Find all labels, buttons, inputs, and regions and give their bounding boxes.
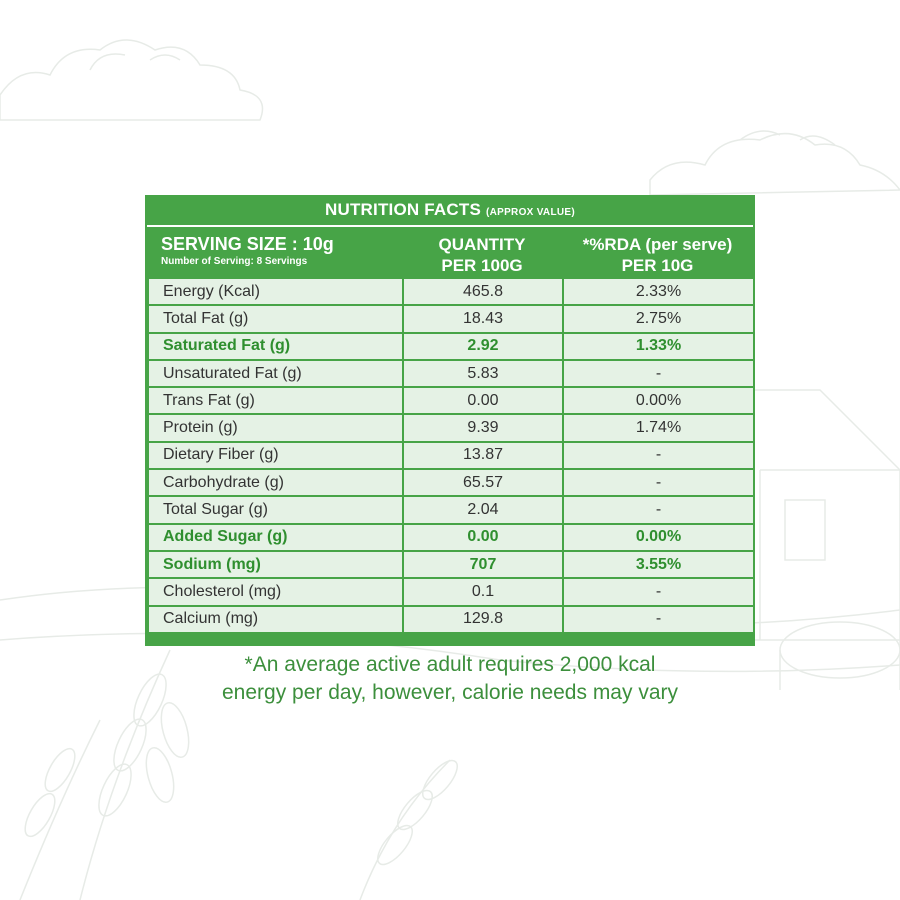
nutrient-quantity: 5.83	[403, 360, 563, 387]
nutrient-quantity: 65.57	[403, 469, 563, 496]
table-row	[148, 387, 754, 414]
nutrient-rda: -	[563, 469, 754, 496]
nutrient-quantity: 2.04	[403, 496, 563, 523]
title-main: NUTRITION FACTS	[325, 200, 482, 219]
nutrition-facts-panel	[145, 195, 755, 646]
table-row	[148, 606, 754, 633]
nutrient-name: Carbohydrate (g)	[148, 469, 403, 496]
number-of-servings: Number of Serving: 8 Servings	[161, 256, 308, 267]
nutrient-rda: -	[563, 578, 754, 605]
column-header-quantity	[402, 227, 562, 277]
column-header-rda	[562, 227, 753, 277]
nutrient-name: Unsaturated Fat (g)	[148, 360, 403, 387]
table-row	[148, 524, 754, 551]
footnote	[145, 651, 755, 707]
serving-size: SERVING SIZE : 10g	[161, 234, 334, 254]
table-row	[148, 333, 754, 360]
table-row	[148, 414, 754, 441]
nutrient-rda: 1.74%	[563, 414, 754, 441]
footnote-line2: energy per day, however, calorie needs may vary	[221, 681, 678, 704]
table-header	[147, 227, 753, 277]
nutrient-name: Added Sugar (g)	[148, 524, 403, 551]
nutrient-name: Calcium (mg)	[148, 606, 403, 633]
rda-header-line2: PER 10G	[621, 256, 694, 275]
nutrition-facts-title	[147, 195, 753, 227]
nutrient-name: Total Sugar (g)	[148, 496, 403, 523]
nutrient-quantity: 0.00	[403, 387, 563, 414]
nutrient-quantity: 465.8	[403, 278, 563, 305]
nutrient-name: Sodium (mg)	[148, 551, 403, 578]
table-row	[148, 442, 754, 469]
nutrient-name: Trans Fat (g)	[148, 387, 403, 414]
nutrient-rda: -	[563, 442, 754, 469]
nutrient-rda: -	[563, 606, 754, 633]
footnote-line1: *An average active adult requires 2,000 kcal	[244, 653, 656, 676]
nutrient-quantity: 707	[403, 551, 563, 578]
nutrient-quantity: 2.92	[403, 333, 563, 360]
nutrition-table	[147, 277, 755, 634]
nutrient-name: Dietary Fiber (g)	[148, 442, 403, 469]
quantity-header-line2: PER 100G	[441, 256, 523, 275]
table-row	[148, 551, 754, 578]
table-row	[148, 496, 754, 523]
title-sub: (APPROX VALUE)	[485, 207, 575, 218]
rda-header-line1: *%RDA (per serve)	[582, 235, 733, 254]
table-row	[148, 305, 754, 332]
nutrient-rda: -	[563, 496, 754, 523]
table-row	[148, 360, 754, 387]
nutrient-quantity: 129.8	[403, 606, 563, 633]
nutrient-name: Total Fat (g)	[148, 305, 403, 332]
nutrient-quantity: 18.43	[403, 305, 563, 332]
quantity-header-line1: QUANTITY	[438, 235, 526, 254]
nutrient-rda: 0.00%	[563, 524, 754, 551]
nutrient-quantity: 13.87	[403, 442, 563, 469]
nutrient-rda: -	[563, 360, 754, 387]
nutrient-rda: 1.33%	[563, 333, 754, 360]
table-row	[148, 469, 754, 496]
nutrient-quantity: 0.1	[403, 578, 563, 605]
nutrient-rda: 0.00%	[563, 387, 754, 414]
serving-info	[147, 227, 402, 277]
nutrient-name: Protein (g)	[148, 414, 403, 441]
table-row	[148, 578, 754, 605]
nutrient-name: Cholesterol (mg)	[148, 578, 403, 605]
table-row	[148, 278, 754, 305]
nutrient-quantity: 9.39	[403, 414, 563, 441]
nutrient-name: Saturated Fat (g)	[148, 333, 403, 360]
nutrient-rda: 2.33%	[563, 278, 754, 305]
nutrient-quantity: 0.00	[403, 524, 563, 551]
nutrient-name: Energy (Kcal)	[148, 278, 403, 305]
nutrient-rda: 3.55%	[563, 551, 754, 578]
nutrient-rda: 2.75%	[563, 305, 754, 332]
